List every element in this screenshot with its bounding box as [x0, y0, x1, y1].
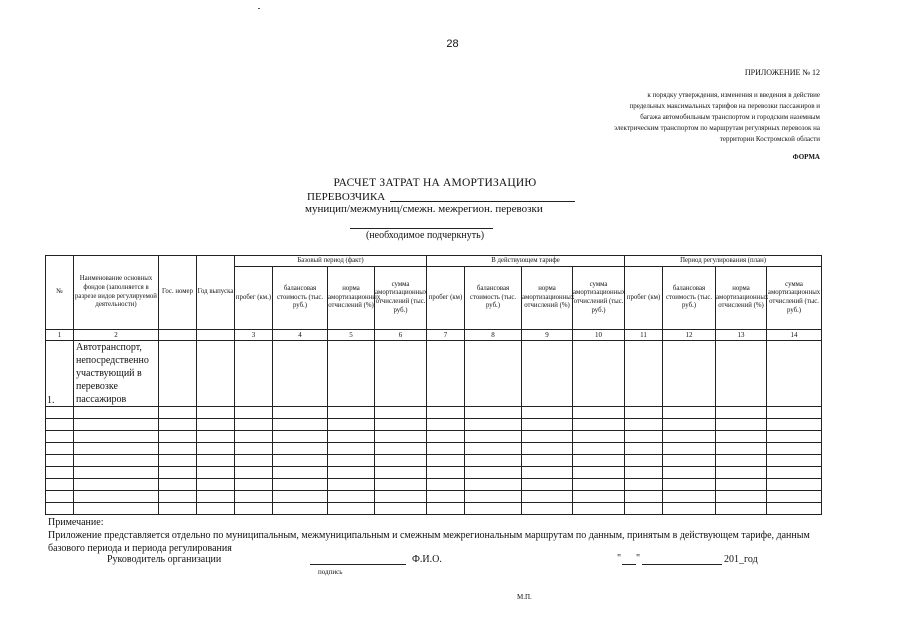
- underline-hint: (необходимое подчеркнуть): [365, 230, 485, 241]
- table-cell[interactable]: [767, 407, 822, 419]
- header-current-mileage: пробег (км): [427, 267, 465, 330]
- table-cell[interactable]: [375, 341, 427, 407]
- column-number-cell: 7: [427, 330, 465, 341]
- table-cell[interactable]: [159, 503, 197, 515]
- column-number-cell: [197, 330, 235, 341]
- table-cell[interactable]: [663, 443, 716, 455]
- stamp-place: М.П.: [517, 593, 532, 601]
- table-cell[interactable]: [235, 455, 273, 467]
- table-cell[interactable]: [328, 341, 375, 407]
- table-cell[interactable]: [46, 491, 74, 503]
- table-cell[interactable]: [273, 479, 328, 491]
- table-cell[interactable]: [74, 479, 159, 491]
- table-cell[interactable]: [197, 479, 235, 491]
- order-line: к порядку утверждения, изменения и введения в действие: [647, 91, 820, 99]
- table-cell[interactable]: [46, 431, 74, 443]
- header-base-book-value: балансовая стоимость (тыс. руб.): [273, 267, 328, 330]
- table-cell[interactable]: [159, 419, 197, 431]
- document-title: РАСЧЕТ ЗАТРАТ НА АМОРТИЗАЦИЮ: [333, 177, 537, 189]
- table-cell[interactable]: [197, 443, 235, 455]
- table-cell[interactable]: [159, 407, 197, 419]
- table-cell[interactable]: [716, 431, 767, 443]
- table-cell[interactable]: [74, 443, 159, 455]
- table-cell[interactable]: [74, 431, 159, 443]
- table-cell[interactable]: [273, 341, 328, 407]
- note-label: Примечание:: [48, 517, 104, 528]
- table-cell[interactable]: [46, 479, 74, 491]
- order-line: территории Костромской области: [719, 135, 820, 143]
- table-cell[interactable]: [375, 455, 427, 467]
- table-cell[interactable]: [46, 503, 74, 515]
- table-cell[interactable]: [573, 491, 625, 503]
- table-cell[interactable]: [159, 491, 197, 503]
- table-cell[interactable]: [625, 419, 663, 431]
- column-number-cell: 4: [273, 330, 328, 341]
- head-of-organization-label: Руководитель организации: [107, 554, 222, 565]
- table-cell[interactable]: [46, 455, 74, 467]
- table-cell[interactable]: [573, 455, 625, 467]
- table-cell[interactable]: [625, 479, 663, 491]
- row-asset-name[interactable]: Автотранспорт, непосредственно участвующий в перевозке пассажиров: [74, 341, 159, 407]
- column-number-cell: 8: [465, 330, 522, 341]
- table-cell[interactable]: [159, 455, 197, 467]
- table-cell[interactable]: [427, 407, 465, 419]
- table-cell[interactable]: [465, 479, 522, 491]
- table-cell[interactable]: [767, 341, 822, 407]
- table-cell[interactable]: [328, 443, 375, 455]
- table-cell[interactable]: [159, 467, 197, 479]
- column-number-cell: 14: [767, 330, 822, 341]
- column-number-cell: 9: [522, 330, 573, 341]
- depreciation-table: [45, 255, 822, 515]
- table-cell[interactable]: [46, 419, 74, 431]
- table-cell[interactable]: [625, 455, 663, 467]
- table-cell[interactable]: [716, 419, 767, 431]
- route-fill-line[interactable]: [350, 228, 493, 229]
- header-plan-book-value: балансовая стоимость (тыс. руб.): [663, 267, 716, 330]
- table-cell[interactable]: [663, 467, 716, 479]
- table-cell[interactable]: [767, 443, 822, 455]
- table-cell[interactable]: [522, 431, 573, 443]
- table-cell[interactable]: [625, 503, 663, 515]
- table-cell[interactable]: [235, 443, 273, 455]
- table-cell[interactable]: [375, 491, 427, 503]
- date-quote-open: ": [617, 553, 622, 564]
- table-row: [46, 407, 822, 419]
- scan-speck: [258, 8, 260, 9]
- table-cell[interactable]: [716, 455, 767, 467]
- table-cell[interactable]: [767, 431, 822, 443]
- column-number-cell: 1: [46, 330, 74, 341]
- table-cell[interactable]: [625, 491, 663, 503]
- header-year: Год выпуска: [197, 256, 235, 330]
- table-cell[interactable]: [46, 467, 74, 479]
- table-cell[interactable]: [663, 455, 716, 467]
- table-cell[interactable]: [235, 431, 273, 443]
- table-cell[interactable]: [625, 443, 663, 455]
- table-cell[interactable]: [522, 419, 573, 431]
- table-cell[interactable]: [716, 467, 767, 479]
- table-cell[interactable]: [273, 431, 328, 443]
- table-cell[interactable]: [663, 419, 716, 431]
- table-cell[interactable]: [375, 467, 427, 479]
- table-cell[interactable]: [427, 341, 465, 407]
- table-cell[interactable]: [573, 431, 625, 443]
- table-cell[interactable]: [159, 443, 197, 455]
- table-cell[interactable]: [197, 455, 235, 467]
- table-cell[interactable]: [328, 479, 375, 491]
- table-cell[interactable]: [716, 479, 767, 491]
- header-current-amount: сумма амортизационных отчислений (тыс. руб.): [573, 267, 625, 330]
- table-cell[interactable]: [74, 503, 159, 515]
- table-cell[interactable]: [74, 407, 159, 419]
- full-name-label: Ф.И.О.: [412, 554, 442, 565]
- table-cell[interactable]: [522, 503, 573, 515]
- column-number-row: [46, 330, 822, 341]
- table-cell[interactable]: [716, 407, 767, 419]
- table-cell[interactable]: [522, 443, 573, 455]
- table-row: [46, 419, 822, 431]
- appendix-order-text: [560, 90, 820, 145]
- table-cell[interactable]: [522, 407, 573, 419]
- table-cell[interactable]: [427, 491, 465, 503]
- table-cell[interactable]: [328, 407, 375, 419]
- table-cell[interactable]: [767, 455, 822, 467]
- table-cell[interactable]: [465, 455, 522, 467]
- order-line: предельных максимальных тарифов на перевозки пассажиров и: [629, 102, 820, 110]
- table-row: [46, 431, 822, 443]
- table-cell[interactable]: [375, 419, 427, 431]
- date-quote-close: ": [636, 553, 641, 564]
- table-cell[interactable]: [625, 407, 663, 419]
- note-text: Приложение представляется отдельно по муниципальным, межмуниципальным и смежным межрегиональным маршрутам по данным, принятым в действующем тарифе, данным базового периода и периода регулирования: [48, 530, 810, 554]
- table-cell[interactable]: [465, 467, 522, 479]
- table-cell[interactable]: [197, 431, 235, 443]
- table-cell[interactable]: [46, 407, 74, 419]
- header-plan-amount: сумма амортизационных отчислений (тыс. руб.): [767, 267, 822, 330]
- table-cell[interactable]: [427, 419, 465, 431]
- table-cell[interactable]: [625, 431, 663, 443]
- table-cell[interactable]: [716, 503, 767, 515]
- table-cell[interactable]: [573, 419, 625, 431]
- header-reg-number: Гос. номер: [159, 256, 197, 330]
- table-cell[interactable]: [427, 467, 465, 479]
- table-cell[interactable]: [328, 467, 375, 479]
- row-number: 1.: [46, 341, 74, 407]
- column-number-cell: 10: [573, 330, 625, 341]
- table-cell[interactable]: [663, 431, 716, 443]
- table-cell[interactable]: [375, 443, 427, 455]
- table-cell[interactable]: [235, 419, 273, 431]
- table-cell[interactable]: [74, 455, 159, 467]
- table-cell[interactable]: [273, 467, 328, 479]
- table-cell[interactable]: [663, 341, 716, 407]
- header-no: №: [46, 256, 74, 330]
- table-cell[interactable]: [573, 341, 625, 407]
- table-cell[interactable]: [197, 407, 235, 419]
- table-cell[interactable]: [465, 431, 522, 443]
- column-number-cell: 2: [74, 330, 159, 341]
- table-cell[interactable]: [663, 491, 716, 503]
- table-cell[interactable]: [573, 479, 625, 491]
- table-cell[interactable]: [573, 503, 625, 515]
- table-cell[interactable]: [328, 419, 375, 431]
- table-cell[interactable]: [197, 419, 235, 431]
- table-cell[interactable]: [767, 419, 822, 431]
- table-row: [46, 479, 822, 491]
- signature-line[interactable]: [310, 564, 406, 565]
- table-cell[interactable]: [716, 341, 767, 407]
- table-cell[interactable]: [767, 491, 822, 503]
- signature-caption: подпись: [318, 568, 343, 576]
- header-plan-mileage: пробег (км): [625, 267, 663, 330]
- table-cell[interactable]: [197, 341, 235, 407]
- table-cell[interactable]: [74, 467, 159, 479]
- column-number-cell: 5: [328, 330, 375, 341]
- table-cell[interactable]: [767, 467, 822, 479]
- table-cell[interactable]: [716, 443, 767, 455]
- table-row: [46, 443, 822, 455]
- date-day-line[interactable]: [622, 564, 636, 565]
- table-cell[interactable]: [197, 491, 235, 503]
- table-row: [46, 491, 822, 503]
- table-cell[interactable]: [273, 443, 328, 455]
- table-cell[interactable]: [465, 491, 522, 503]
- table-cell[interactable]: [375, 431, 427, 443]
- carrier-fill-line[interactable]: [390, 201, 575, 202]
- header-current-book-value: балансовая стоимость (тыс. руб.): [465, 267, 522, 330]
- table-cell[interactable]: [273, 419, 328, 431]
- table-cell[interactable]: [375, 407, 427, 419]
- table-cell[interactable]: [328, 455, 375, 467]
- table-cell[interactable]: [427, 431, 465, 443]
- header-group-plan: Период регулирования (план): [625, 256, 822, 267]
- table-cell[interactable]: [716, 491, 767, 503]
- header-base-rate: норма амортизационных отчислений (%): [328, 267, 375, 330]
- header-plan-rate: норма амортизационных отчислений (%): [716, 267, 767, 330]
- table-cell[interactable]: [767, 479, 822, 491]
- page-number: 28: [446, 38, 459, 50]
- date-month-line[interactable]: [642, 564, 722, 565]
- table-cell[interactable]: [522, 455, 573, 467]
- table-cell[interactable]: [465, 341, 522, 407]
- order-line: багажа автомобильным транспортом и городским наземным: [640, 113, 820, 121]
- table-cell[interactable]: [159, 431, 197, 443]
- table-cell[interactable]: [74, 419, 159, 431]
- table-cell[interactable]: [573, 407, 625, 419]
- route-type-options[interactable]: муницип/межмуниц/смежн. межрегион. перевозки: [305, 203, 543, 215]
- table-cell[interactable]: [328, 503, 375, 515]
- table-cell[interactable]: [328, 431, 375, 443]
- table-cell[interactable]: [522, 491, 573, 503]
- table-row: [46, 503, 822, 515]
- table-cell[interactable]: [465, 443, 522, 455]
- table-row: [46, 467, 822, 479]
- table-cell[interactable]: [522, 479, 573, 491]
- date-year: 201_год: [724, 554, 758, 565]
- header-group-base: Базовый период (факт): [235, 256, 427, 267]
- table-cell[interactable]: [375, 503, 427, 515]
- table-cell[interactable]: [159, 341, 197, 407]
- table-cell[interactable]: [573, 443, 625, 455]
- table-cell[interactable]: [625, 341, 663, 407]
- table-cell[interactable]: [522, 341, 573, 407]
- table-cell[interactable]: [235, 479, 273, 491]
- table-cell[interactable]: [197, 503, 235, 515]
- table-row: [46, 341, 822, 407]
- appendix-label: ПРИЛОЖЕНИЕ № 12: [744, 68, 820, 77]
- table-cell[interactable]: [74, 491, 159, 503]
- header-asset-name: Наименование основных фондов (заполняется в разрезе видов регулируемой деятельности): [74, 256, 159, 330]
- table-cell[interactable]: [427, 503, 465, 515]
- table-cell[interactable]: [273, 407, 328, 419]
- order-line: электрическим транспортом по маршрутам регулярных перевозок на: [614, 124, 820, 132]
- table-cell[interactable]: [235, 503, 273, 515]
- table-cell[interactable]: [767, 503, 822, 515]
- table-cell[interactable]: [159, 479, 197, 491]
- table-cell[interactable]: [465, 419, 522, 431]
- table-cell[interactable]: [235, 407, 273, 419]
- table-cell[interactable]: [625, 467, 663, 479]
- header-group-current: В действующем тарифе: [427, 256, 625, 267]
- table-cell[interactable]: [46, 443, 74, 455]
- header-base-amount: сумма амортизационных отчислений (тыс. руб.): [375, 267, 427, 330]
- table-row: [46, 455, 822, 467]
- column-number-cell: 3: [235, 330, 273, 341]
- table-cell[interactable]: [197, 467, 235, 479]
- table-cell[interactable]: [663, 479, 716, 491]
- table-cell[interactable]: [235, 341, 273, 407]
- column-number-cell: 11: [625, 330, 663, 341]
- column-number-cell: 6: [375, 330, 427, 341]
- table-cell[interactable]: [465, 407, 522, 419]
- header-base-mileage: пробег (км.): [235, 267, 273, 330]
- table-cell[interactable]: [573, 467, 625, 479]
- table-cell[interactable]: [273, 455, 328, 467]
- table-cell[interactable]: [328, 491, 375, 503]
- table-cell[interactable]: [427, 479, 465, 491]
- table-cell[interactable]: [273, 491, 328, 503]
- table-cell[interactable]: [273, 503, 328, 515]
- form-label: ФОРМА: [792, 153, 820, 161]
- table-cell[interactable]: [465, 503, 522, 515]
- column-number-cell: [159, 330, 197, 341]
- table-cell[interactable]: [663, 503, 716, 515]
- table-cell[interactable]: [522, 467, 573, 479]
- carrier-label: ПЕРЕВОЗЧИКА: [307, 191, 386, 203]
- column-number-cell: 13: [716, 330, 767, 341]
- table-cell[interactable]: [235, 467, 273, 479]
- column-number-cell: 12: [663, 330, 716, 341]
- table-cell[interactable]: [427, 455, 465, 467]
- table-cell[interactable]: [663, 407, 716, 419]
- table-cell[interactable]: [427, 443, 465, 455]
- header-current-rate: норма амортизационных отчислений (%): [522, 267, 573, 330]
- table-cell[interactable]: [235, 491, 273, 503]
- table-cell[interactable]: [375, 479, 427, 491]
